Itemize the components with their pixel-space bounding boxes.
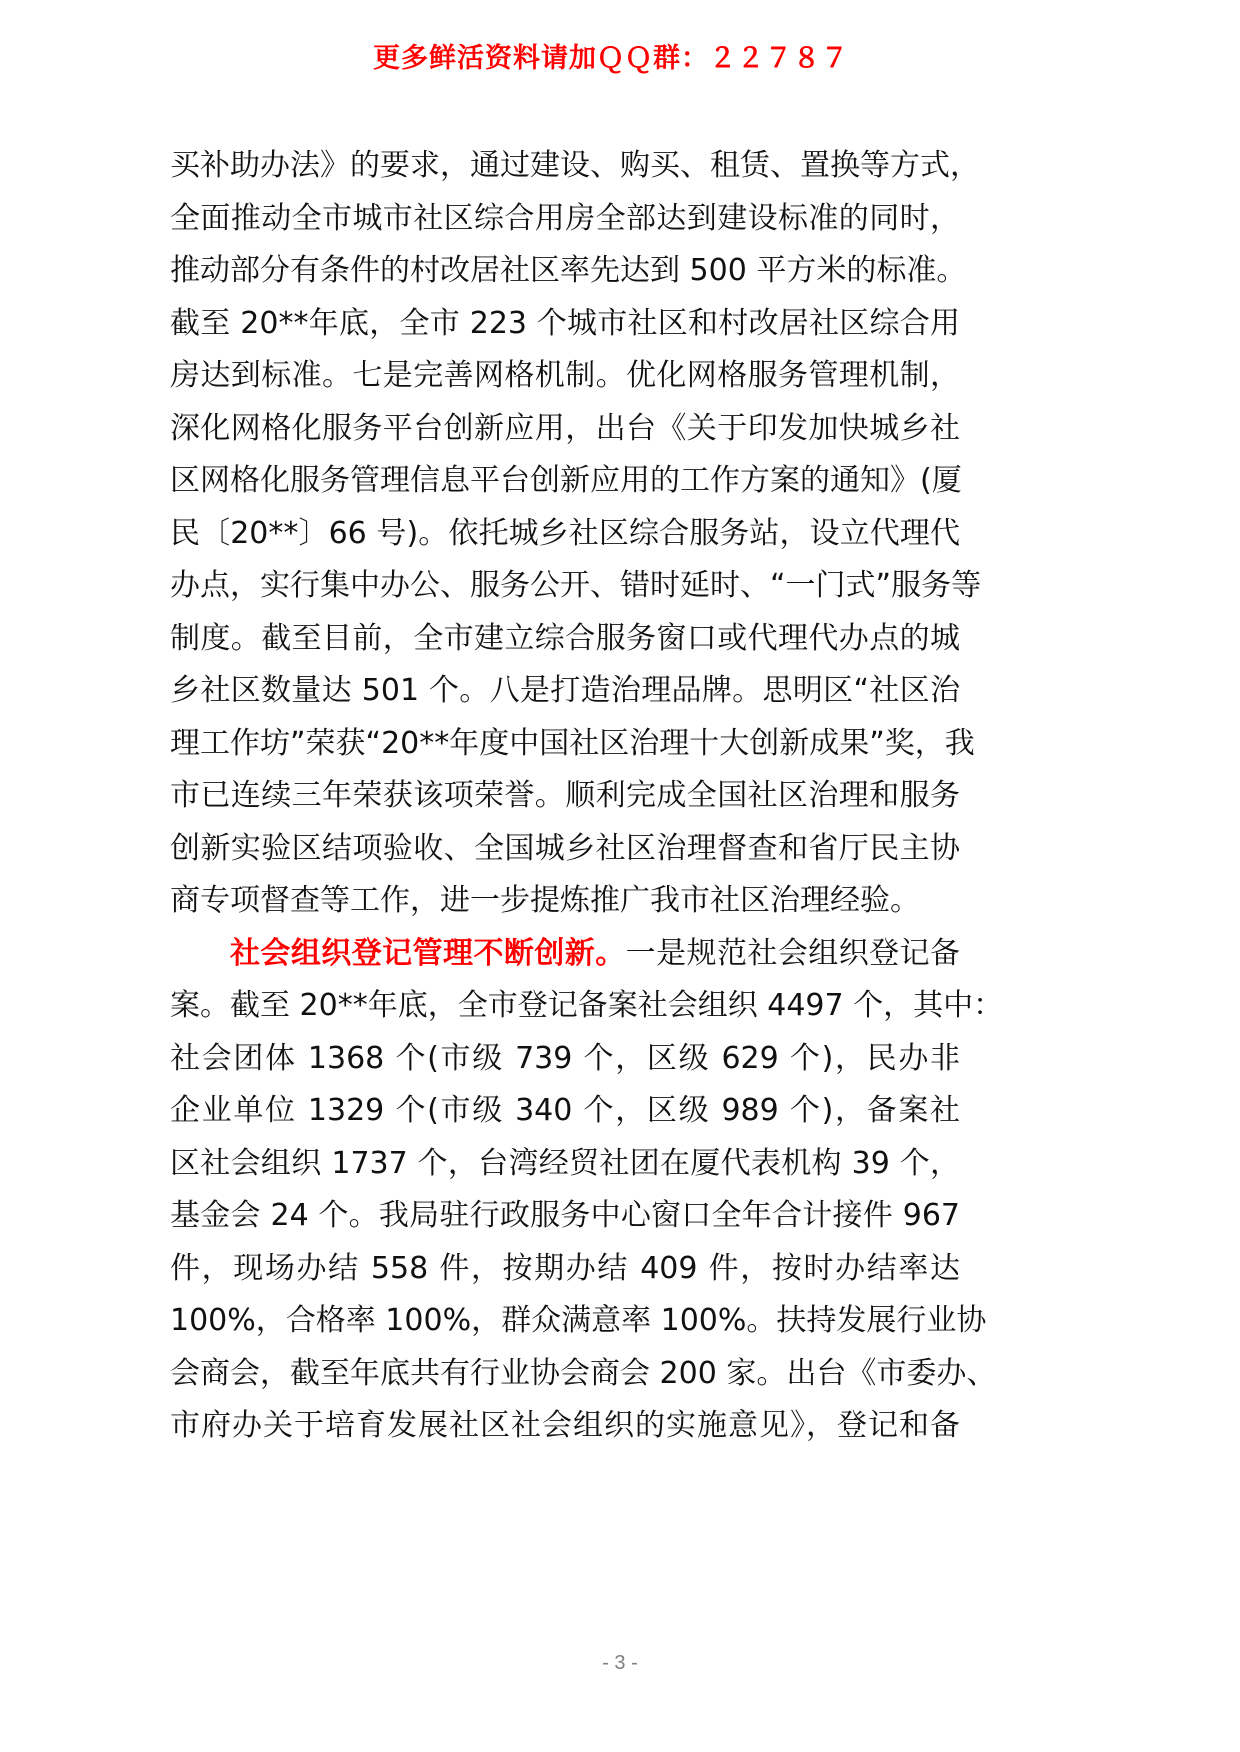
text-line: 创新实验区结项验收、全国城乡社区治理督查和省厅民主协	[170, 830, 960, 866]
text-line: 深化网格化服务平台创新应用，出台《关于印发加快城乡社	[170, 410, 960, 446]
text-line: 买补助办法》的要求，通过建设、购买、租赁、置换等方式，	[170, 148, 980, 183]
text-line: 乡社区数量达 501 个。八是打造治理品牌。思明区“社区治	[170, 673, 960, 708]
text-line-with-heading	[170, 928, 960, 981]
text-line: 企业单位 1329 个(市级 340 个，区级 989 个)，备案社	[170, 1093, 960, 1128]
text-line: 市府办关于培育发展社区社会组织的实施意见》，登记和备	[170, 1408, 960, 1443]
text-line: 全面推动全市城市社区综合用房全部达到建设标准的同时，	[170, 200, 960, 236]
text-line: 区社会组织 1737 个，台湾经贸社团在厦代表机构 39 个，	[170, 1145, 960, 1181]
paragraph-social-organization	[170, 928, 1004, 1453]
text-line: 制度。截至目前，全市建立综合服务窗口或代理代办点的城	[170, 620, 960, 656]
heading-line-rest: 一是规范社会组织登记备	[625, 935, 961, 971]
promo-banner-text: 更多鲜活资料请加ＱＱ群：２２７８７	[373, 43, 849, 74]
text-line: 办点，实行集中办公、服务公开、错时延时、“一门式”服务等	[170, 568, 982, 603]
section-heading: 社会组织登记管理不断创新。	[230, 935, 626, 971]
text-line: 市已连续三年荣获该项荣誉。顺利完成全国社区治理和服务	[170, 778, 960, 813]
text-line: 会商会，截至年底共有行业协会商会 200 家。出台《市委办、	[170, 1355, 997, 1391]
text-line: 民〔20**〕66 号)。依托城乡社区综合服务站，设立代理代	[170, 515, 960, 551]
text-line: 100%，合格率 100%，群众满意率 100%。扶持发展行业协	[170, 1303, 987, 1338]
document-body	[170, 140, 1004, 1453]
page-number: - 3 -	[602, 1652, 638, 1674]
text-line: 件，现场办结 558 件，按期办结 409 件，按时办结率达	[170, 1250, 960, 1286]
text-line: 商专项督查等工作，进一步提炼推广我市社区治理经验。	[170, 883, 920, 918]
text-line: 社会团体 1368 个(市级 739 个，区级 629 个)，民办非	[170, 1040, 960, 1076]
text-line: 区网格化服务管理信息平台创新应用的工作方案的通知》(厦	[170, 463, 962, 498]
text-line: 基金会 24 个。我局驻行政服务中心窗口全年合计接件 967	[170, 1198, 960, 1233]
promo-banner	[0, 36, 1240, 75]
paragraph-community-governance	[170, 140, 982, 928]
text-line: 房达到标准。七是完善网格机制。优化网格服务管理机制，	[170, 358, 960, 393]
text-line: 推动部分有条件的村改居社区率先达到 500 平方米的标准。	[170, 253, 967, 288]
text-line: 案。截至 20**年底，全市登记备案社会组织 4497 个，其中：	[170, 988, 1004, 1023]
text-line: 截至 20**年底，全市 223 个城市社区和村改居社区综合用	[170, 305, 960, 341]
text-line: 理工作坊”荣获“20**年度中国社区治理十大创新成果”奖，我	[170, 725, 975, 761]
